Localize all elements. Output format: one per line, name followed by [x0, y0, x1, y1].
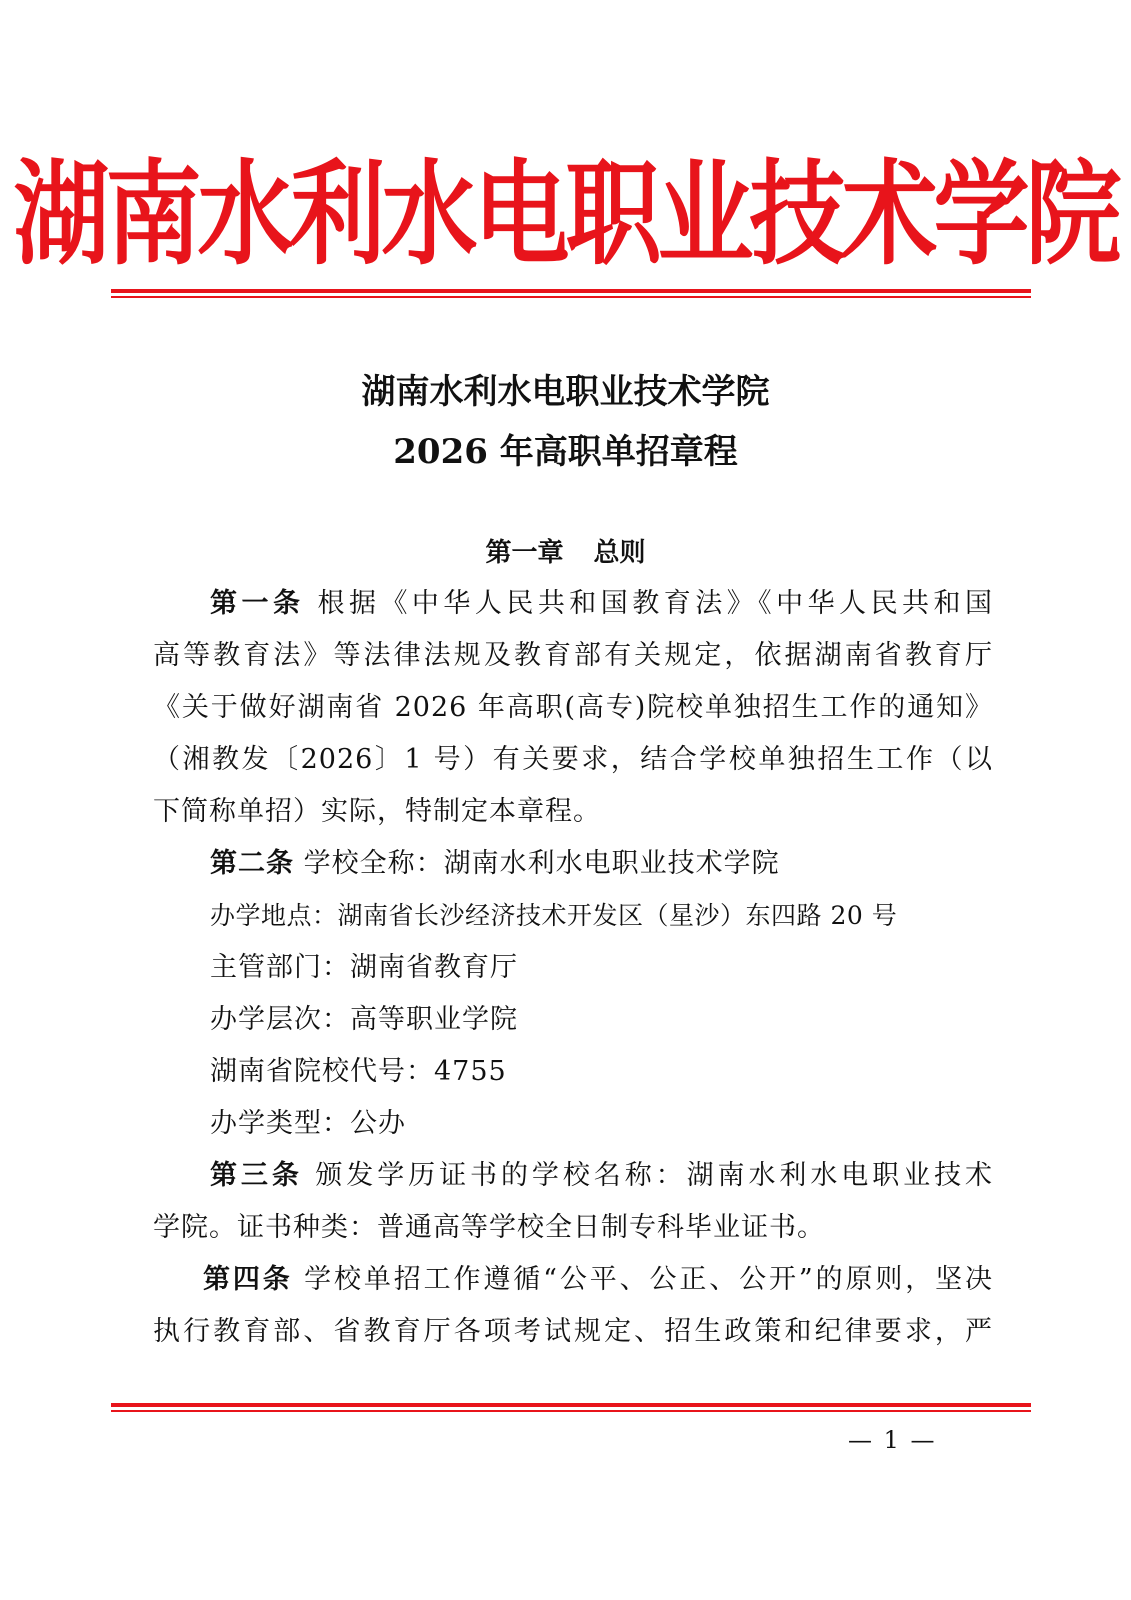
article-2-line-1 [153, 838, 993, 890]
article-4-label: 第四条 [203, 1264, 293, 1295]
article-4-line-2: 执行教育部、省教育厅各项考试规定、招生政策和纪律要求，严 [153, 1316, 993, 1347]
article-4-line-1 [153, 1254, 993, 1306]
article-3-line-2: 学院。证书种类：普通高等学校全日制专科毕业证书。 [153, 1212, 825, 1243]
school-level: 办学层次：高等职业学院 [210, 1004, 518, 1035]
article-1-text: 根据《中华人民共和国教育法》《中华人民共和国 [317, 588, 994, 619]
page-number: — 1 — [848, 1426, 937, 1454]
school-authority: 主管部门：湖南省教育厅 [210, 952, 518, 983]
document-body [153, 578, 993, 1358]
article-1-line-4: （湘教发〔2026〕1 号）有关要求，结合学校单独招生工作（以 [153, 744, 993, 775]
chapter-name: 总则 [593, 538, 646, 568]
school-type: 办学类型：公办 [210, 1108, 406, 1139]
article-1-label: 第一条 [210, 588, 305, 619]
header-rule-thick [111, 289, 1031, 293]
footer-rule-thick [111, 1403, 1031, 1407]
school-full-name: 学校全称：湖南水利水电职业技术学院 [303, 848, 780, 879]
school-address: 办学地点：湖南省长沙经济技术开发区（星沙）东四路 20 号 [210, 901, 898, 930]
document-title [0, 362, 1131, 482]
header-rule-thin [111, 296, 1031, 298]
footer-rule-thin [111, 1410, 1031, 1412]
article-4-text: 学校单招工作遵循“公平、公正、公开”的原则，坚决 [304, 1264, 994, 1295]
article-1-line-3: 《关于做好湖南省 2026 年高职(高专)院校单独招生工作的通知》 [153, 692, 993, 723]
article-2-label: 第二条 [210, 848, 294, 879]
document-title-line-2: 2026 年高职单招章程 [393, 432, 738, 472]
chapter-number: 第一章 [485, 538, 564, 568]
article-1-line-2: 高等教育法》等法律法规及教育部有关规定，依据湖南省教育厅 [153, 640, 993, 671]
masthead-title: 湖南水利水电职业技术学院 [13, 148, 1118, 281]
article-3-text: 颁发学历证书的学校名称：湖南水利水电职业技术 [315, 1160, 994, 1191]
school-code: 湖南省院校代号：4755 [210, 1056, 507, 1087]
article-3-label: 第三条 [210, 1160, 303, 1191]
document-title-line-1: 湖南水利水电职业技术学院 [361, 372, 770, 412]
article-3-line-1 [153, 1150, 993, 1202]
article-1-line-1 [153, 578, 993, 630]
chapter-heading [0, 532, 1131, 569]
article-1-line-5: 下简称单招）实际，特制定本章程。 [153, 796, 601, 827]
